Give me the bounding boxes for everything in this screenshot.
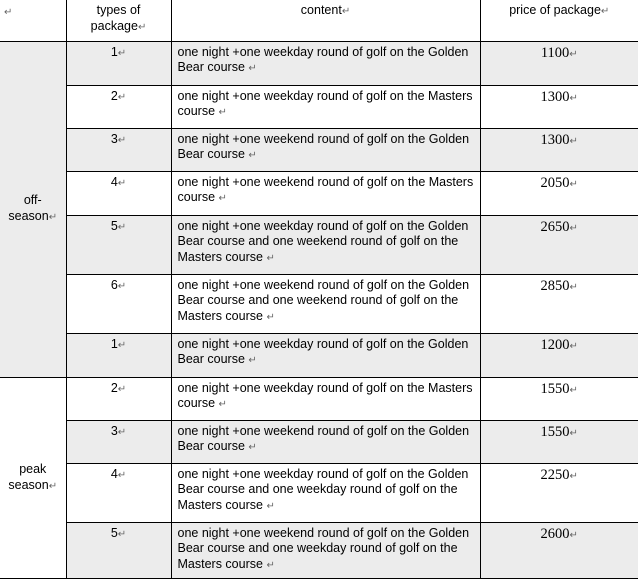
off-season-line1: off- [23, 193, 42, 207]
price-value: 1100 [540, 44, 570, 61]
paragraph-mark: ↵ [117, 280, 127, 292]
price-value: 2050 [540, 174, 570, 191]
content-text: one night +one weekend round of golf on the Golden Bear course and one weekend round of golf on the Masters course [177, 277, 470, 323]
corner-cell [0, 0, 66, 41]
type-cell [66, 85, 171, 128]
price-cell [480, 274, 638, 333]
paragraph-mark: ↵ [4, 7, 13, 18]
type-number: 2 [110, 88, 118, 103]
content-cell [171, 522, 480, 578]
header-price: price of package [509, 3, 601, 17]
content-text: one night +one weekday round of golf on the Masters course [177, 88, 473, 118]
type-cell [66, 377, 171, 420]
price-cell [480, 215, 638, 274]
table-row [0, 377, 638, 420]
content-cell [171, 41, 480, 85]
content-cell [171, 128, 480, 171]
paragraph-mark: ↵ [117, 426, 127, 438]
type-number: 5 [110, 218, 118, 233]
price-cell [480, 463, 638, 522]
peak-season-cell [0, 377, 66, 578]
paragraph-mark: ↵ [266, 500, 275, 512]
table-row [0, 41, 638, 85]
type-number: 4 [110, 466, 118, 481]
paragraph-mark: ↵ [48, 212, 58, 223]
paragraph-mark: ↵ [569, 178, 578, 190]
content-cell [171, 333, 480, 377]
price-value: 1550 [540, 380, 570, 397]
paragraph-mark: ↵ [569, 427, 578, 439]
paragraph-mark: ↵ [137, 21, 147, 33]
type-cell [66, 333, 171, 377]
table-row [0, 128, 638, 171]
paragraph-mark: ↵ [248, 355, 257, 366]
header-types-line2: package [90, 18, 138, 33]
price-cell [480, 41, 638, 85]
table-row [0, 85, 638, 128]
table-row [0, 333, 638, 377]
type-cell [66, 41, 171, 85]
content-cell [171, 85, 480, 128]
price-cell [480, 128, 638, 171]
type-cell [66, 215, 171, 274]
content-text: one night +one weekday round of golf on the Golden Bear course [177, 44, 469, 74]
paragraph-mark: ↵ [117, 134, 127, 146]
type-number: 3 [110, 423, 118, 438]
paragraph-mark: ↵ [218, 399, 227, 410]
price-value: 2600 [540, 525, 570, 542]
paragraph-mark: ↵ [266, 311, 275, 323]
paragraph-mark: ↵ [569, 222, 578, 234]
table-row [0, 463, 638, 522]
paragraph-mark: ↵ [117, 91, 127, 103]
content-cell [171, 274, 480, 333]
table-row [0, 171, 638, 215]
paragraph-mark: ↵ [248, 63, 257, 74]
price-cell [480, 333, 638, 377]
price-value: 1300 [540, 131, 570, 148]
paragraph-mark: ↵ [117, 383, 127, 395]
type-number: 1 [110, 44, 118, 59]
paragraph-mark: ↵ [569, 135, 578, 147]
paragraph-mark: ↵ [266, 252, 275, 264]
paragraph-mark: ↵ [569, 529, 578, 541]
paragraph-mark: ↵ [218, 193, 227, 204]
table-row [0, 274, 638, 333]
content-cell [171, 171, 480, 215]
price-value: 1550 [540, 423, 570, 440]
content-text: one night +one weekday round of golf on the Golden Bear course and one weekend round of golf on the Masters course [177, 218, 469, 264]
content-text: one night +one weekend round of golf on the Golden Bear course [177, 131, 470, 161]
paragraph-mark: ↵ [569, 384, 578, 396]
price-cell [480, 85, 638, 128]
price-value: 1200 [540, 336, 570, 353]
price-cell [480, 420, 638, 463]
paragraph-mark: ↵ [117, 469, 127, 481]
table-row [0, 522, 638, 578]
paragraph-mark: ↵ [600, 6, 610, 17]
type-number: 6 [110, 277, 118, 292]
header-row [0, 0, 638, 41]
paragraph-mark: ↵ [569, 281, 578, 293]
type-cell [66, 522, 171, 578]
table-row [0, 215, 638, 274]
type-cell [66, 463, 171, 522]
paragraph-mark: ↵ [117, 177, 127, 189]
price-value: 1300 [540, 88, 570, 105]
price-cell [480, 522, 638, 578]
type-number: 1 [110, 336, 118, 351]
paragraph-mark: ↵ [569, 92, 578, 104]
paragraph-mark: ↵ [569, 470, 578, 482]
paragraph-mark: ↵ [341, 6, 351, 17]
price-value: 2650 [540, 218, 570, 235]
price-value: 2850 [540, 277, 570, 294]
type-number: 5 [110, 525, 118, 540]
header-types-cell [66, 0, 171, 41]
price-cell [480, 377, 638, 420]
paragraph-mark: ↵ [218, 107, 227, 118]
header-price-cell [480, 0, 638, 41]
table-row [0, 420, 638, 463]
content-cell [171, 215, 480, 274]
paragraph-mark: ↵ [248, 442, 257, 453]
paragraph-mark: ↵ [117, 339, 127, 351]
content-cell [171, 377, 480, 420]
content-text: one night +one weekend round of golf on the Golden Bear course [177, 423, 470, 453]
type-cell [66, 171, 171, 215]
content-text: one night +one weekday round of golf on the Masters course [177, 380, 473, 410]
content-cell [171, 463, 480, 522]
paragraph-mark: ↵ [569, 340, 578, 352]
type-number: 2 [110, 380, 118, 395]
type-cell [66, 274, 171, 333]
peak-season-line1: peak [19, 461, 47, 476]
price-cell [480, 171, 638, 215]
type-number: 4 [110, 174, 118, 189]
type-cell [66, 420, 171, 463]
content-text: one night +one weekend round of golf on the Masters course [177, 174, 474, 204]
paragraph-mark: ↵ [117, 528, 127, 540]
price-value: 2250 [540, 466, 570, 483]
off-season-cell [0, 41, 66, 377]
off-season-line2: season [8, 209, 49, 223]
paragraph-mark: ↵ [569, 48, 578, 60]
paragraph-mark: ↵ [266, 559, 275, 571]
header-content-cell [171, 0, 480, 41]
content-cell [171, 420, 480, 463]
type-number: 3 [110, 131, 118, 146]
header-content: content [300, 3, 342, 17]
paragraph-mark: ↵ [117, 47, 127, 59]
header-types-line1: types of [96, 3, 141, 17]
content-text: one night +one weekday round of golf on the Golden Bear course and one weekday round of golf on the Masters course [177, 466, 469, 512]
content-text: one night +one weekend round of golf on the Golden Bear course and one weekday round of golf on the Masters course [177, 525, 470, 571]
paragraph-mark: ↵ [117, 221, 127, 233]
paragraph-mark: ↵ [48, 480, 58, 492]
peak-season-line2: season [8, 477, 49, 492]
type-cell [66, 128, 171, 171]
content-text: one night +one weekday round of golf on the Golden Bear course [177, 336, 469, 366]
paragraph-mark: ↵ [248, 150, 257, 161]
